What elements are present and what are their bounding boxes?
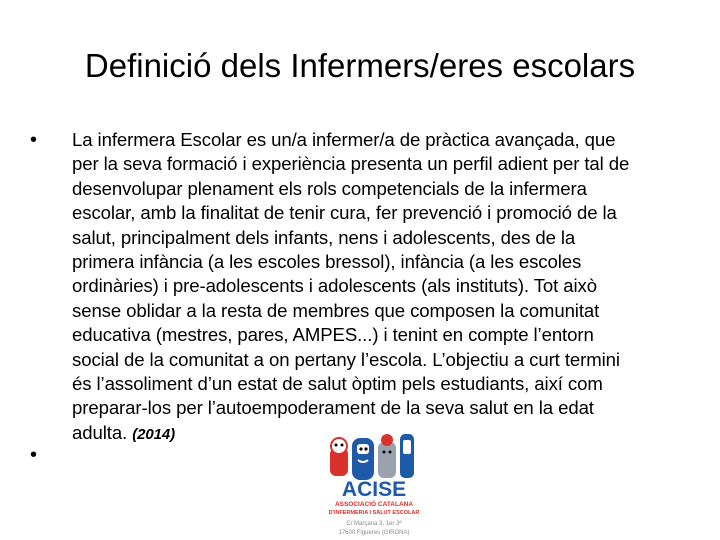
logo-name: ACISE — [341, 478, 407, 501]
paragraph-line: salut, principalment dels infants, nens i adolescents, des de la — [72, 226, 576, 248]
empty-bullet-marker: • — [30, 444, 38, 466]
logo-address2: 17600 Figueres (GIRONA) — [338, 530, 410, 536]
logo-line2: D'INFERMERIA I SALUT ESCOLAR — [328, 510, 420, 516]
paragraph-line: escolar, amb la finalitat de tenir cura, fer prevenció i promoció de la — [72, 202, 617, 224]
paragraph-line: desenvolupar plenament els rols competencials de la infermera — [72, 177, 587, 199]
bullet-marker: • — [30, 129, 38, 151]
paragraph-line: social de la comunitat a on pertany l’escola. L’objectiu a curt termini — [72, 348, 620, 370]
paragraph-line: sense oblidar a la resta de membres que composen la comunitat — [72, 299, 600, 321]
slide-title: Definició dels Infermers/eres escolars — [84, 47, 636, 84]
paragraph-line: ordinàries) i pre-adolescents i adolescents (als instituts). Tot això — [72, 275, 597, 297]
paragraph-line: primera infància (a les escoles bressol), infància (a les escoles — [72, 251, 582, 273]
paragraph-text: adulta. — [72, 421, 128, 443]
paragraph-line: La infermera Escolar es un/a infermer/a de pràctica avançada, que — [72, 129, 616, 150]
definition-paragraph — [72, 128, 708, 447]
paragraph-line: per la seva formació i experiència presenta un perfil adient per tal de — [72, 153, 630, 175]
year-label: (2014) — [132, 425, 175, 443]
logo-address1: C/ Marçana 3, 1er 3ª — [346, 521, 402, 527]
mascot-figures — [330, 434, 414, 480]
logo-line1: ASSOCIACIÓ CATALANA — [334, 501, 414, 508]
paragraph-line: és l’assoliment d’un estat de salut òptim pels estudiants, així com — [72, 373, 603, 395]
paragraph-line: educativa (mestres, pares, AMPES...) i tenint en compte l’entorn — [72, 324, 594, 346]
paragraph-line: preparar-los per l’autoempoderament de la seva salut en la edat — [72, 397, 594, 419]
acise-logo — [318, 430, 430, 540]
